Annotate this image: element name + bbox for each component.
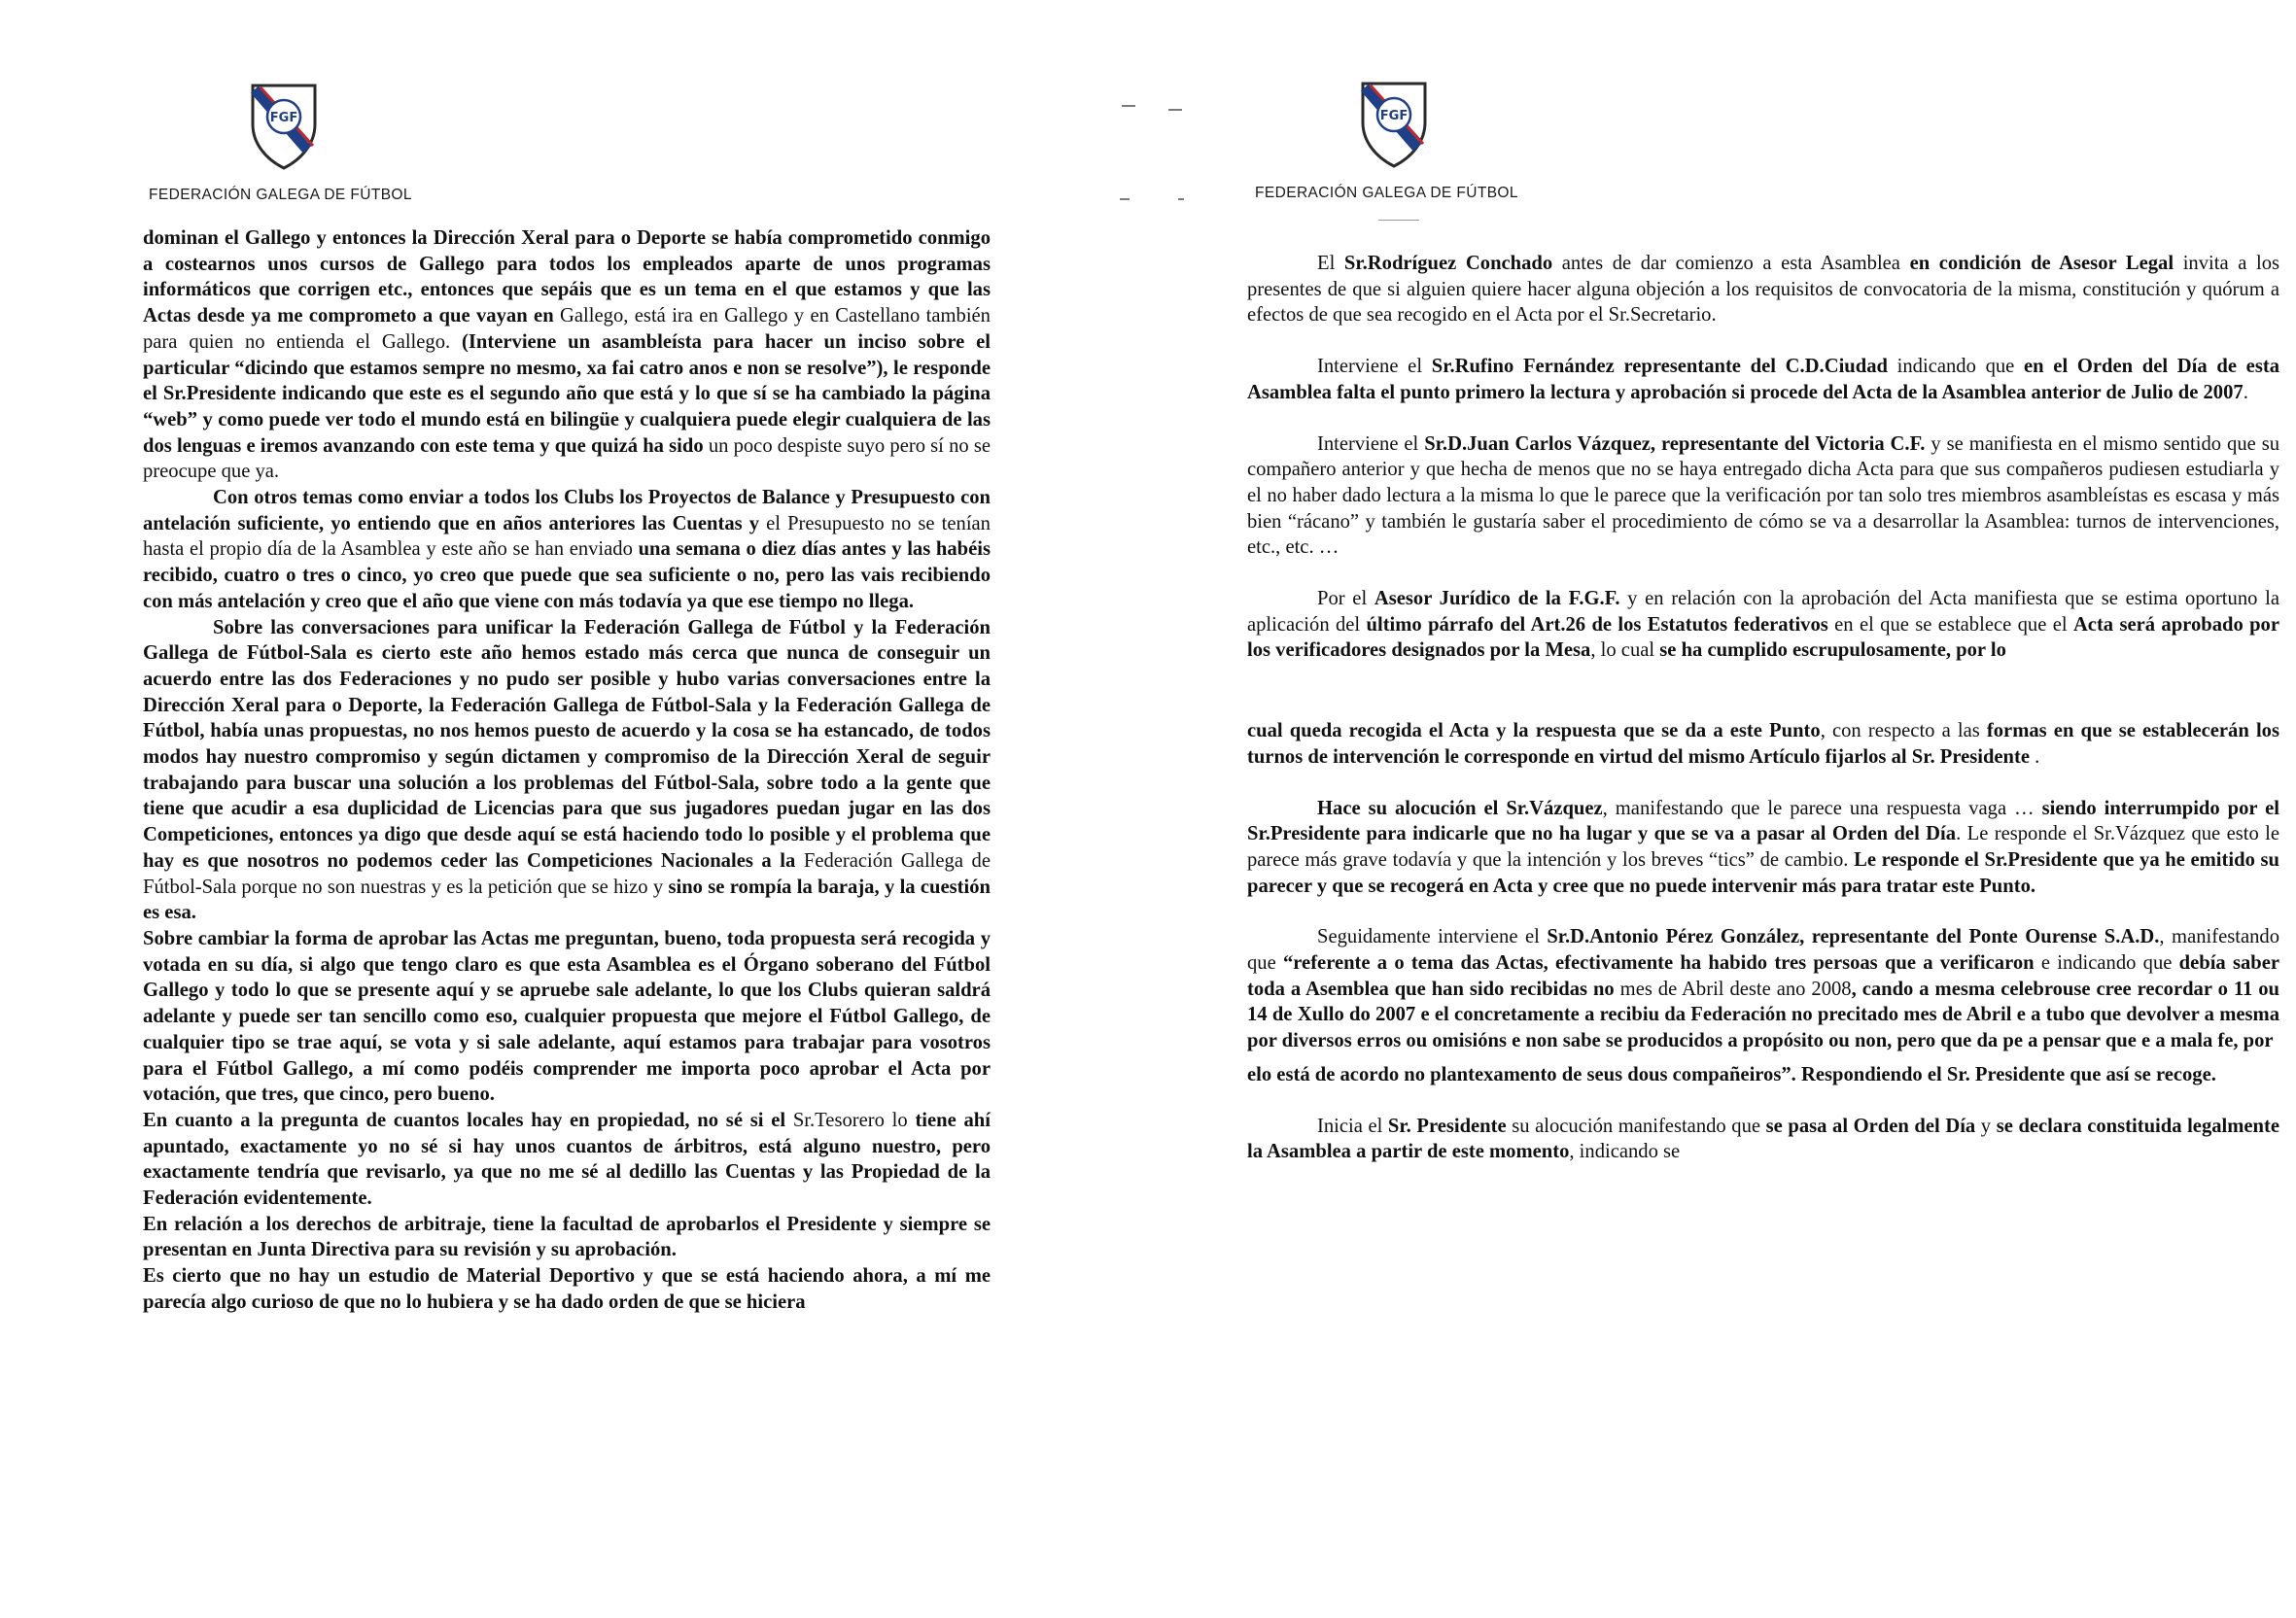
scan-mark [1120,198,1130,200]
text-run: e indicando que [2034,952,2179,975]
text-run: , con respecto a las [1820,720,1987,742]
text-run: , manifestando que le parece una respuesta vaga … [1602,797,2042,819]
bold-text-run: Sr.D.Antonio Pérez González, representante del Ponte Ourense S.A.D. [1547,926,2160,948]
text-run: . [2030,745,2040,768]
paragraph [143,485,991,615]
bold-text-run: en el Orden del Día de esta Asamblea falta el punto primero la lectura y aprobación si procede del Acta de la Asamblea anterior de Julio de 2007 [1247,356,2279,403]
paragraph [143,926,991,1108]
federation-name: FEDERACIÓN GALEGA DE FÚTBOL [149,187,412,203]
bold-text-run: Sr.Rodríguez Conchado [1343,253,1553,274]
bold-text-run: Asesor Jurídico de la F.G.F. [1374,588,1620,610]
bold-text-run: último párrafo del Art.26 de los Estatutos federativos [1366,613,1828,636]
paragraph [1247,354,2279,405]
text-run: y en relación con la aprobación del Acta manifiesta que se estima oportuno la aplicación del [1247,588,2279,636]
text-run: indicando que [1887,356,2025,378]
text-run: Por el [1317,588,1374,610]
text-run: Federación Gallega de Fútbol-Sala porque no son nuestras y es la petición que se hizo y [143,849,991,898]
text-run: El [1317,253,1344,274]
paragraph [1247,1062,2279,1088]
federation-name: FEDERACIÓN GALEGA DE FÚTBOL [1255,185,1518,201]
text-run: , indicando se [1569,1141,1681,1163]
header-rule [1378,220,1419,221]
paragraph [1247,718,2279,770]
bold-text-run: dominan el Gallego y entonces la Dirección Xeral para o Deporte se había comprometido conmigo a costearnos unos cursos de Gallego para todos los empleados aparte de unos programas informáticos que corrigen etc., entonces que sepáis que es un tema en el que estamos y que las Actas desde ya me comprometo a que vayan en [143,227,991,327]
bold-text-run: (Interviene un asambleísta para hacer un inciso sobre el particular “dicindo que estamos sempre no mesmo, xa fai catro anos e non se resolve”), le responde el Sr.Presidente indicando que este es el segundo año que está y lo que sí se ha cambiado la página “web” y como puede ver todo el mundo está en bilingüe y cualquiera puede elegir cualquiera de las dos lenguas e iremos avanzando con este tema y que quizá ha sido [143,330,991,457]
bold-text-run: Sr. Presidente [1387,1115,1507,1137]
bold-text-run: Hace su alocución el Sr.Vázquez [1317,797,1603,819]
bold-text-run: sino se rompía la baraja, y la cuestión es esa. [143,876,991,924]
bold-text-run: Con otros temas como enviar a todos los Clubs los Proyectos de Balance y Presupuesto con antelación suficiente, yo entiendo que en años anteriores las Cuentas y [143,487,991,534]
text-run: y se manifiesta en el mismo sentido que su compañero anterior y que hecha de menos que no se haya entregado dicha Acta para que sus compañeros pudiesen estudiarla y el no haber dado lectura a la misma lo que le parece que la verificación por tan solo tres miembros asambleístas es escasa y más bien “rácano” y también le gustaría saber el procedimiento de cómo se va a desarrollar la Asamblea: turnos de intervenciones, etc., etc. … [1247,432,2280,559]
text-run: antes de dar comienzo a esta Asamblea [1552,253,1910,274]
text-run: , lo cual [1590,639,1660,662]
paragraph [1247,431,2279,562]
paragraph [1247,251,2279,328]
bold-text-run: debía saber toda a Asemblea que han sido recibidas no [1247,952,2280,1000]
bold-text-run: Es cierto que no hay un estudio de Material Deportivo y que se está haciendo ahora, a mí me parecía algo curioso de que no lo hubiera y se ha dado orden de que se hiciera [143,1265,991,1313]
bold-text-run: se pasa al Orden del Día [1765,1115,1976,1137]
text-run: Interviene el [1317,356,1432,378]
paragraph [1247,586,2279,664]
bold-text-run: en condición de Asesor Legal [1909,253,2174,274]
fgf-crest-icon [247,82,321,171]
paragraph [143,225,991,485]
text-run: mes de Abril deste ano 2008 [1614,978,1852,1000]
text-run: en el que se establece que el [1827,613,2073,636]
bold-text-run: En cuanto a la pregunta de cuantos locales hay en propiedad, no sé si el [143,1109,793,1131]
text-run: , manifestando que [1247,926,2279,975]
bold-text-run: tiene ahí apuntado, exactamente yo no sé si hay unos cuantos de árbitros, está alguno nuestro, pero exactamente tendría que revisarlo, ya que no me sé al dedillo las Cuentas y las Propiedad de la Federación evidentemente. [143,1109,991,1210]
bold-text-run: En relación a los derechos de arbitraje, tiene la facultad de aprobarlos el Presidente y siempre se presentan en Junta Directiva para su revisión y su aprobación. [143,1213,991,1261]
bold-text-run: Acta será aprobado por los verificadores designados por la Mesa [1247,613,2279,662]
bold-text-run: cual queda recogida el Acta y la respuesta que se da a este Punto [1247,720,1821,742]
bold-text-run: Le responde el Sr.Presidente que ya he emitido su parecer y que se recogerá en Acta y cree que no puede intervenir más para tratar este Punto. [1247,848,2279,897]
paragraph [143,615,991,926]
bold-text-run: formas en que se establecerán los turnos de intervención le corresponde en virtud del mismo Artículo fijarlos al Sr. Presidente [1247,720,2279,768]
text-run: Interviene el [1317,432,1425,455]
bold-text-run: Sobre las conversaciones para unificar la Federación Gallega de Fútbol y la Federación Gallega de Fútbol-Sala es cierto este año hemos estado más cerca que nunca de conseguir un acuerdo entre las dos Federaciones y no pudo ser posible y hubo varias conversaciones entre la Dirección Xeral para o Deporte, la Federación Gallega de Fútbol-Sala y la Federación Gallega de Fútbol, había unas propuestas, no nos hemos puesto de acuerdo y la cosa se ha estancado, de todos modos hay nuestro compromiso y según dictamen y compromiso de la Dirección Xeral de seguir trabajando para buscar una solución a los problemas del Fútbol-Sala, sobre todo a la gente que tiene que acudir a esa duplicidad de Licencias para que sus jugadores puedan jugar en las dos Competiciones, entonces ya digo que desde aquí se está haciendo todo lo posible y el problema que hay es que nosotros no podemos ceder las Competiciones Nacionales a la [143,616,991,872]
bold-text-run: se declara constituida legalmente la Asamblea a partir de este momento [1247,1115,2280,1163]
scan-mark [1122,105,1135,107]
bold-text-run: , cando a mesma celebrouse cree recordar o 11 ou 14 de Xullo do 2007 e el concretamente a recibiu da Federación no precitado mes de Abril e a tubo que devolver a mesma por diversos erros ou omisións e non sabe se producidos a propósito ou non, pero que da pe a pensar que e a mala fe, por [1247,978,2279,1052]
paragraph [1247,1114,2279,1165]
fgf-crest-icon [1357,80,1431,169]
paragraph [1247,796,2279,900]
bold-text-run: se ha cumplido escrupulosamente, por lo [1659,639,2006,662]
text-run: el Presupuesto no se tenían hasta el propio día de la Asamblea y este año se han enviado [143,512,991,561]
text-run: Seguidamente interviene el [1317,926,1548,948]
left-text-column [143,225,991,1316]
bold-text-run: Sobre cambiar la forma de aprobar las Actas me preguntan, bueno, toda propuesta será recogida y votada en su día, si algo que tengo claro es que esta Asamblea es el Órgano soberano del Fútbol Gallego y todo lo que se presente aquí y se apruebe sale adelante, lo que los Clubs quieran saldrá adelante y puede ser tan sencillo como eso, cualquier propuesta que mejore el Fútbol Gallego, de cualquier tipo se trae aquí, se vota y si sale adelante, aquí estamos para trabajar para vosotros para el Fútbol Gallego, a mí como podéis comprender me importa poco aprobar el Acta por votación, que tres, que cinco, pero bueno. [143,927,991,1106]
bold-text-run: siendo interrumpido por el Sr.Presidente para indicarle que no ha lugar y que se va a pasar al Orden del Día [1247,797,2279,845]
text-run: su alocución manifestando que [1506,1115,1766,1137]
text-run: Sr.Tesorero lo [792,1109,908,1131]
text-run: . [2243,381,2248,403]
text-run: Gallego, está ira en Gallego y en Castellano también para quien no entienda el Gallego. [143,305,991,353]
paragraph [143,1108,991,1212]
svg-text:FGF: FGF [1379,109,1409,123]
text-run: y [1975,1115,1997,1137]
bold-text-run: una semana o diez días antes y las habéis recibido, cuatro o tres o cinco, yo creo que puede que sea suficiente o no, pero las vais recibiendo con más antelación y creo que el año que viene con más todavía ya que ese tiempo no llega. [143,538,991,612]
bold-text-run: “referente a o tema das Actas, efectivamente ha habido tres persoas que a verificaron [1282,952,2035,975]
svg-text:FGF: FGF [269,111,298,125]
text-run: Inicia el [1317,1115,1388,1137]
paragraph [143,1212,991,1263]
text-run: . Le responde el Sr.Vázquez que esto le parece más grave todavía y que la intención y los breves “tics” de cambio. [1247,823,2279,871]
bold-text-run: Sr.Rufino Fernández representante del C.D.Ciudad [1431,356,1888,378]
text-run: un poco despiste suyo pero sí no se preocupe que ya. [143,434,991,483]
paragraph [1247,924,2279,1054]
right-text-column [1247,251,2279,1165]
bold-text-run: Sr.D.Juan Carlos Vázquez, representante del Victoria C.F. [1424,432,1926,455]
text-run: invita a los presentes de que si alguien quiere hacer alguna objeción a los requisitos de convocatoria de la misma, constitución y quórum a efectos de que sea recogido en el Acta por el Sr.Secretario. [1247,253,2279,327]
right-page [1148,0,2296,1618]
bold-text-run: elo está de acordo no plantexamento de seus dous compañeiros”. Respondiendo el Sr. Presidente que así se recoge. [1247,1063,2216,1085]
paragraph [143,1263,991,1315]
